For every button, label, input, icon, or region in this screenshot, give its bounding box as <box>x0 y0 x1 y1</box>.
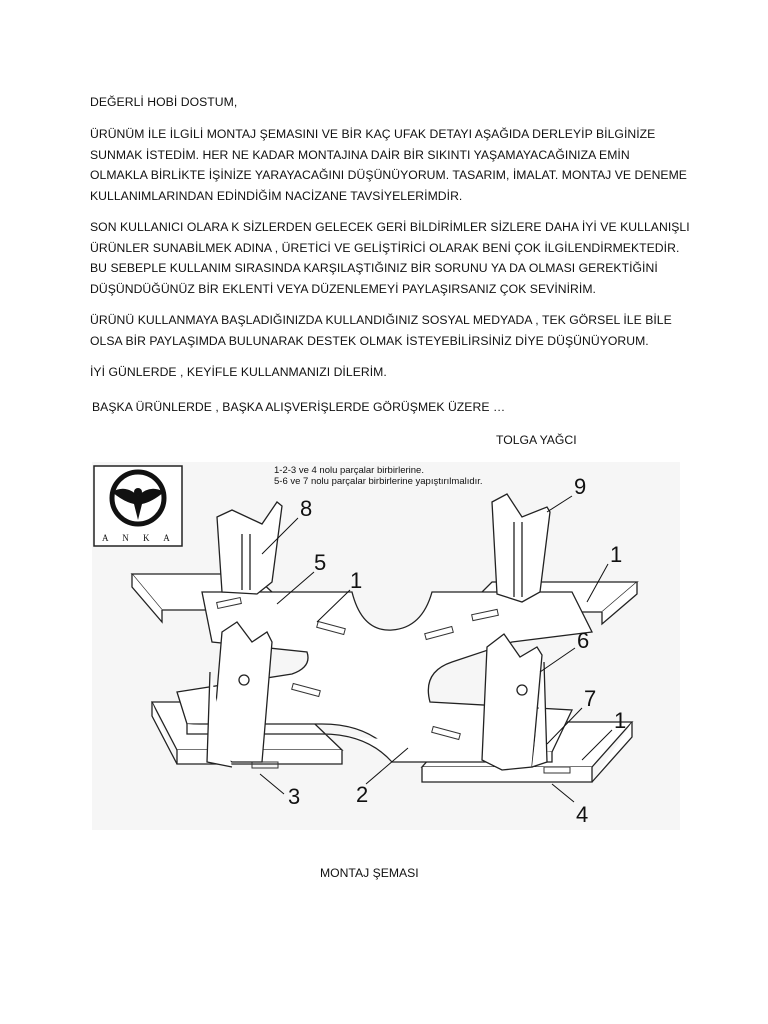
assembly-note-1: 1-2-3 ve 4 nolu parçalar birbirlerine. <box>274 465 424 476</box>
diagram-caption: MONTAJ ŞEMASI <box>320 866 419 880</box>
callout-9: 9 <box>574 474 587 499</box>
callout-4: 4 <box>576 802 589 827</box>
callout-3: 3 <box>288 784 301 809</box>
letter-paragraph-3: ÜRÜNÜ KULLANMAYA BAŞLADIĞINIZDA KULLANDIĞINIZ SOSYAL MEDYADA , TEK GÖRSEL İLE BİLE OLSA BİR PAYLAŞIMDA BULUNARAK DESTEK OLMAK İSTEYEBİLİRSİNİZ DİYE DÜŞÜNÜYORUM. <box>90 313 672 348</box>
logo-text: A N K A <box>102 533 176 543</box>
anka-logo <box>94 466 182 546</box>
callout-1-lower: 1 <box>614 708 627 733</box>
callout-2: 2 <box>356 782 369 807</box>
callout-8: 8 <box>300 496 313 521</box>
signature: TOLGA YAĞCI <box>496 433 577 447</box>
letter-paragraph-5: BAŞKA ÜRÜNLERDE , BAŞKA ALIŞVERİŞLERDE GÖRÜŞMEK ÜZERE … <box>92 400 506 414</box>
letter-greeting: DEĞERLİ HOBİ DOSTUM, <box>90 95 238 109</box>
callout-6: 6 <box>577 628 590 653</box>
assembly-note-2: 5-6 ve 7 nolu parçalar birbirlerine yapıştırılmalıdır. <box>274 476 483 487</box>
letter-paragraph-4: İYİ GÜNLERDE , KEYİFLE KULLANMANIZI DİLERİM. <box>90 365 387 379</box>
callout-1-right: 1 <box>610 542 623 567</box>
callout-1-left: 1 <box>350 568 363 593</box>
letter-paragraph-1: ÜRÜNÜM İLE İLGİLİ MONTAJ ŞEMASINI VE BİR KAÇ UFAK DETAYI AŞAĞIDA DERLEYİP BİLGİNİZE SUNMAK İSTEDİM. HER NE KADAR MONTAJINA DAİR BİR SIKINTI YAŞAMAYACAĞINIZA EMİN OLMAKLA BİRLİKTE İŞİNİZE YARAYACAĞINI DÜŞÜNÜYORUM. TASARIM, İMALAT. MONTAJ VE DENEME KULLANIMLARINDAN EDİNDİĞİM NACİZANE TAVSİYELERİMDİR. <box>90 127 687 203</box>
callout-7: 7 <box>584 686 597 711</box>
letter-paragraph-2: SON KULLANICI OLARA K SİZLERDEN GELECEK GERİ BİLDİRİMLER SİZLERE DAHA İYİ VE KULLANIŞLI ÜRÜNLER SUNABİLMEK ADINA , ÜRETİCİ VE GELİŞTİRİCİ OLARAK BENİ ÇOK İLGİLENDİRMEKTEDİR. BU SEBEPLE KULLANIM SIRASINDA KARŞILAŞTIĞINIZ BİR SORUNU YA DA OLMASI GEREKTİĞİNİ DÜŞÜNDÜĞÜNÜZ BİR EKLENTİ VEYA DÜZENLEMEYİ PAYLAŞIRSANIZ ÇOK SEVİNİRİM. <box>90 220 690 296</box>
callout-5: 5 <box>314 550 327 575</box>
assembly-diagram <box>92 462 680 830</box>
